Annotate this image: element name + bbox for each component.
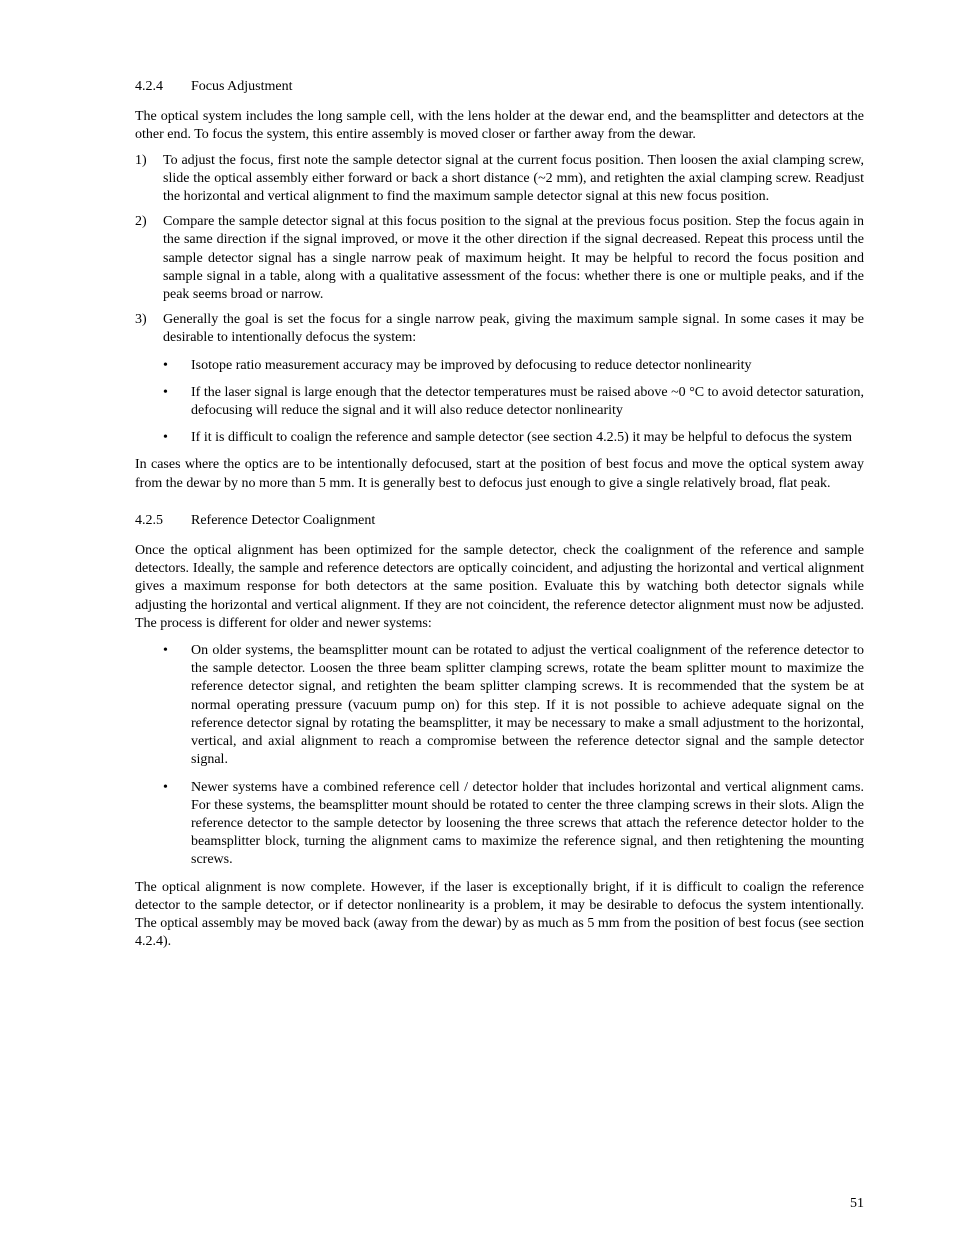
bullet-text: If it is difficult to coalign the reference and sample detector (see section 4.2.5) it may be helpful to defocus the system: [191, 430, 853, 446]
list-item-step-3: [135, 311, 864, 347]
section-number: 4.2.5: [135, 512, 163, 528]
bullet-icon: •: [163, 430, 168, 446]
bullet-icon: •: [163, 779, 168, 795]
step-text: To adjust the focus, first note the sample detector signal at the current focus position. Then loosen the axial clamping screw, slide the optical assembly either forward or back a short distance (~2 mm), and retighten the axial clamping screw. Readjust the horizontal and vertical alignment to find the maximum sample detector signal at this new focus position.: [163, 152, 864, 205]
section-title: Reference Detector Coalignment: [191, 512, 376, 528]
list-item-step-1: [135, 152, 864, 207]
focus-steps-list: [135, 152, 864, 348]
step-text: Compare the sample detector signal at this focus position to the signal at the previous focus position. Step the focus again in the same direction if the signal improved, or move it the other direction if the signal decreased. Repeat this process until the sample detector signal has a single narrow peak of maximum height. It may be helpful to record the focus position and sample signal in a table, along with a qualitative assessment of the focus: whether there is one or multiple peaks, and if the peak seems broad or narrow.: [163, 214, 864, 303]
bullet-text: Newer systems have a combined reference cell / detector holder that includes horizontal and vertical alignment cams. For these systems, the beamsplitter mount should be rotated to center the three clamping screws in their slots. Align the reference detector to the sample detector by loosening the three screws that attach the reference detector holder to the beamsplitter block, turning the alignment cams to maximize the reference signal, and then retightening the mounting screws.: [191, 779, 864, 868]
bullet-text: On older systems, the beamsplitter mount can be rotated to adjust the vertical coalignment of the reference detector to the sample detector. Loosen the three beam splitter clamping screws, rotate the beam splitter mount to maximize the reference detector signal, and retighten the beam splitter clamping screws. It is recommended that the system be at normal operating pressure (vacuum pump on) for this step. If it is not possible to achieve adequate signal on the reference detector signal by rotating the beamsplitter, it may be necessary to make a small adjustment to the horizontal, vertical, and axial alignment to reach a compromise between the reference detector signal and the sample detector signal.: [191, 643, 864, 768]
step-marker: 3): [135, 312, 147, 328]
step-marker: 1): [135, 152, 147, 168]
step-marker: 2): [135, 214, 147, 230]
section-heading-4-2-5: [135, 512, 864, 530]
system-types-list: [163, 642, 864, 869]
section-title: Focus Adjustment: [191, 79, 293, 94]
list-item: [163, 429, 864, 447]
section-intro-paragraph: Once the optical alignment has been optimized for the sample detector, check the coalignment of the reference and sample detectors. Ideally, the sample and reference detectors are optically coincident, and adjusting the horizontal and vertical alignment gives a maximum response for both detectors at the same position. Evaluate this by watching both detector signals while adjusting the horizontal and vertical alignment. If they are not coincident, the reference detector alignment must now be adjusted. The process is different for older and newer systems:: [135, 543, 864, 631]
step-text: Generally the goal is set the focus for a single narrow peak, giving the maximum sample signal. In some cases it may be desirable to intentionally defocus the system:: [163, 312, 864, 346]
section-number: 4.2.4: [135, 79, 163, 94]
bullet-text: If the laser signal is large enough that the detector temperatures must be raised above ~0 °C to avoid detector saturation, defocusing will reduce the signal and it will also reduce detector nonlinearity: [191, 384, 864, 419]
list-item: [163, 357, 864, 375]
defocus-reasons-list: [163, 357, 864, 448]
page-number: 51: [850, 1196, 864, 1211]
list-item-step-2: [135, 213, 864, 304]
bullet-icon: •: [163, 357, 168, 373]
section-closing-paragraph: The optical alignment is now complete. However, if the laser is exceptionally bright, if it is difficult to coalign the reference detector to the sample detector, or if detector nonlinearity is a problem, it may be desirable to defocus the system intentionally. The optical assembly may be moved back (away from the dewar) by as much as 5 mm from the position of best focus (see section 4.2.4).: [135, 879, 864, 950]
list-item: [163, 642, 864, 769]
bullet-icon: •: [163, 643, 168, 659]
list-item: [163, 779, 864, 870]
bullet-icon: •: [163, 384, 168, 400]
section-intro-paragraph: The optical system includes the long sample cell, with the lens holder at the dewar end, and the beamsplitter and detectors at the other end. To focus the system, this entire assembly is moved closer or farther away from the dewar.: [135, 109, 864, 143]
section-closing-paragraph: In cases where the optics are to be intentionally defocused, start at the position of best focus and move the optical system away from the dewar by no more than 5 mm. It is generally best to defocus just enough to give a single relatively broad, flat peak.: [135, 457, 864, 491]
list-item: [163, 384, 864, 420]
bullet-text: Isotope ratio measurement accuracy may be improved by defocusing to reduce detector nonlinearity: [191, 357, 752, 373]
section-heading-4-2-4: [135, 78, 864, 96]
